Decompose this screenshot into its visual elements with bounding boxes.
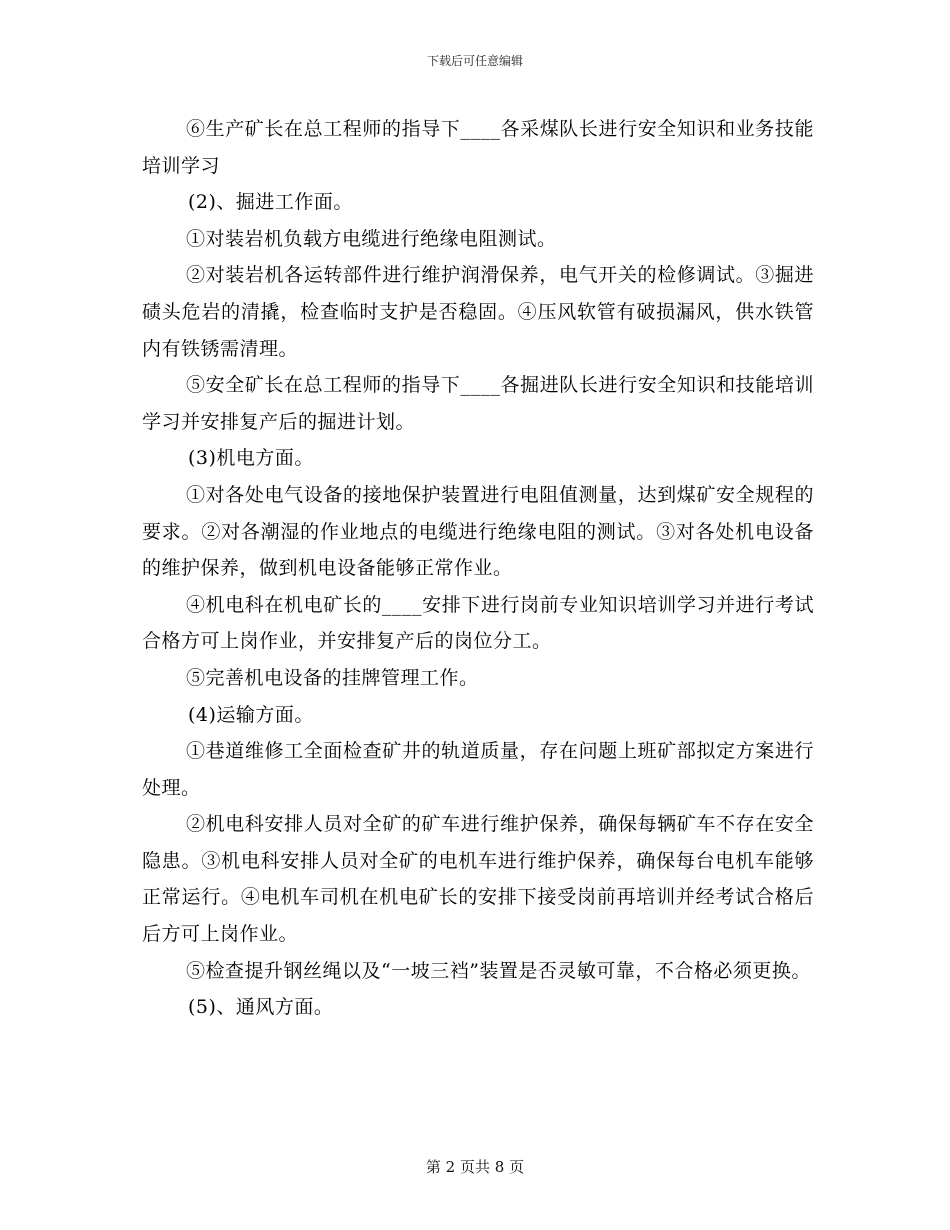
paragraph-mining-training: ⑥生产矿长在总工程师的指导下____各采煤队长进行安全知识和业务技能培训学习	[142, 118, 814, 177]
paragraph-loader-cable-test: ①对装岩机负载方电缆进行绝缘电阻测试。	[186, 227, 557, 250]
section-heading-electromechanical: (3)机电方面。	[188, 447, 314, 470]
section-heading-transport: (4)运输方面。	[188, 703, 314, 726]
paragraph-mine-car-maintenance: ②机电科安排人员对全矿的矿车进行维护保养，确保每辆矿车不存在安全隐患。③机电科安排人员对全矿的电机车进行维护保养，确保每台电机车能够正常运行。④电机车司机在机电矿长的安排下接受岗前再培训并经考试合格后后方可上岗作业。	[142, 813, 814, 946]
paragraph-wire-rope-check: ⑤检查提升钢丝绳以及“一坡三裆”装置是否灵敏可靠，不合格必须更换。	[186, 959, 811, 982]
paragraph-grounding-test: ①对各处电气设备的接地保护装置进行电阻值测量，达到煤矿安全规程的要求。②对各潮湿的作业地点的电缆进行绝缘电阻的测试。③对各处机电设备的维护保养，做到机电设备能够正常作业。	[142, 483, 814, 580]
paragraph-electromechanical-training: ④机电科在机电矿长的____安排下进行岗前专业知识培训学习并进行考试合格方可上岗作业，并安排复产后的岗位分工。	[142, 593, 814, 653]
paragraph-tunneling-training: ⑤安全矿长在总工程师的指导下____各掘进队长进行安全知识和技能培训学习并安排复产后的掘进计划。	[142, 374, 814, 433]
paragraph-equipment-tagging: ⑤完善机电设备的挂牌管理工作。	[186, 666, 479, 689]
section-heading-ventilation: (5)、通风方面。	[188, 996, 334, 1019]
paragraph-loader-maintenance: ②对装岩机各运转部件进行维护润滑保养，电气开关的检修调试。③掘进碛头危岩的清撬，检查临时支护是否稳固。④压风软管有破损漏风，供水铁管内有铁锈需清理。	[142, 264, 814, 360]
paragraph-track-inspection: ①巷道维修工全面检查矿井的轨道质量，存在问题上班矿部拟定方案进行处理。	[142, 740, 814, 799]
page-header: 下载后可任意编辑	[426, 54, 523, 68]
document-body	[142, 111, 814, 1026]
section-heading-tunneling: (2)、掘进工作面。	[188, 191, 353, 214]
page-number: 第 2 页共 8 页	[425, 1158, 525, 1176]
